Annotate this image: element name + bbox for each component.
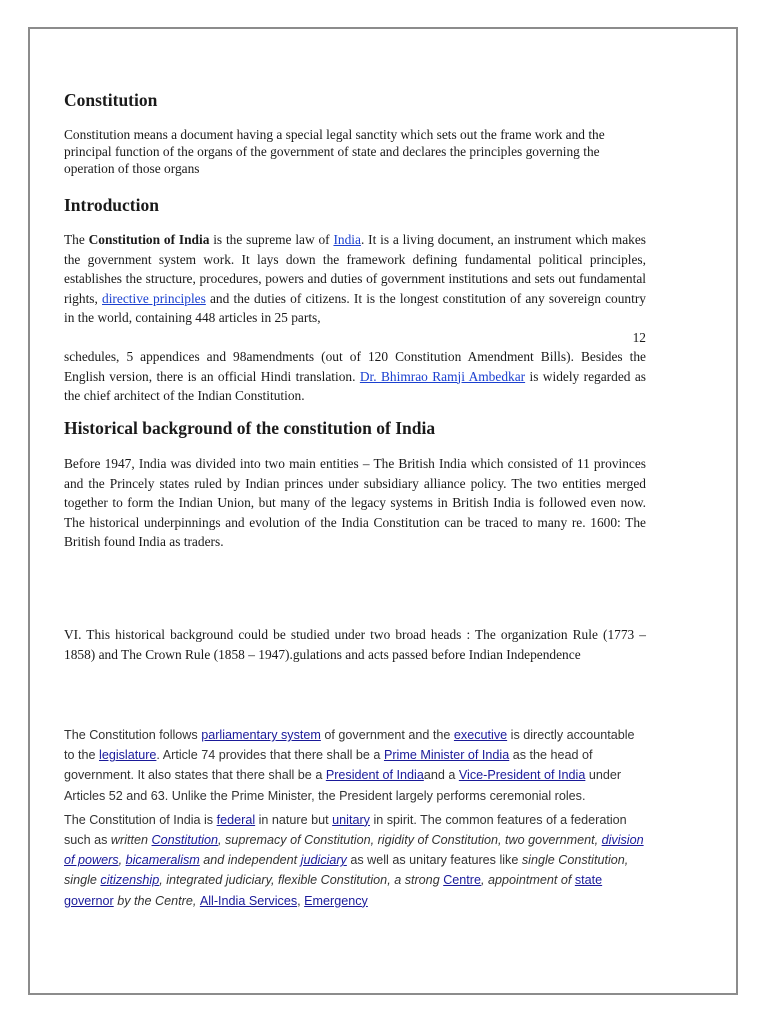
text-span: is the supreme law of [209, 232, 334, 247]
italic-span: , integrated judiciary, flexible Constitution, a strong [159, 873, 444, 888]
link-constitution[interactable]: Constitution [151, 833, 219, 848]
link-division-of-powers[interactable]: division of powers [64, 833, 644, 868]
text-span: , [297, 893, 305, 908]
text-span: The Constitution follows [64, 728, 202, 742]
historical-text: Before 1947, India was divided into two main entities – The British India which consisted of 11 provinces and the Princely states ruled by Indian princes under subsidiary alliance policy. The two entities merged together to form the Indian Union, but many of the legacy systems in British India is followed even now. The historical underpinnings and evolution of the India Constitution can be traced to many re. 1600: The British found India as traders. [64, 456, 646, 549]
text-span: as the head of government. It also states that there shall be a [64, 748, 593, 783]
link-directive-principles[interactable]: directive principles [102, 290, 206, 306]
link-ambedkar[interactable]: Dr. Bhimrao Ramji Ambedkar [359, 368, 526, 384]
text-span: of government and the [320, 728, 454, 742]
text-span: . It is a living document, an instrument which makes the government system work. It lays down the framework defining fundamental political principles, establishes the structure, procedures, powers and duties of government institutions and sets out fundamental rights, [64, 232, 646, 306]
historical-paragraph [64, 454, 646, 552]
text-span: under Articles 52 and 63. Unlike the Prime Minister, the President largely performs ceremonial roles. [64, 768, 622, 803]
link-india[interactable]: India [333, 232, 361, 247]
bold-constitution-of-india: Constitution of India [88, 232, 210, 247]
introduction-paragraph [64, 230, 646, 406]
link-executive[interactable]: executive [453, 728, 508, 742]
link-parliamentary-system[interactable]: parliamentary system [201, 728, 321, 742]
italic-span: by the Centre, [113, 893, 200, 908]
text-span: and a [423, 768, 459, 783]
text-span: schedules, 5 appendices and 98amendments (out of 120 Constitution Amendment Bills). Besides the English version, there is an official Hindi translation. [64, 349, 646, 384]
italic-span: single Constitution, single [64, 853, 629, 888]
link-judiciary[interactable]: judiciary [300, 853, 347, 868]
introduction-text [64, 230, 646, 406]
link-federal[interactable]: federal [216, 812, 256, 827]
historical-text-2: VI. This historical background could be studied under two broad heads : The organization Rule (1773 – 1858) and The Crown Rule (1858 – 1947).gulations and acts passed before Indian Independence [64, 627, 646, 662]
text-span: as well as unitary features like [346, 853, 522, 868]
text-span: in spirit. The common features of a federation such as [64, 812, 627, 848]
link-emergency[interactable]: Emergency [304, 893, 368, 908]
text-span: 12 [632, 329, 646, 345]
federal-paragraph [64, 810, 646, 911]
link-president[interactable]: President of India [325, 768, 424, 783]
text-span: is directly accountable to the [64, 728, 635, 763]
constitution-text: Constitution means a document having a special legal sanctity which sets out the frame work and the principal function of the organs of the government of state and declares the principles governing the operation of those organs [64, 127, 605, 176]
link-centre[interactable]: Centre [443, 873, 482, 888]
constitution-paragraph [64, 126, 646, 177]
link-bicameralism[interactable]: bicameralism [125, 853, 200, 868]
link-vice-president[interactable]: Vice-President of India [458, 768, 586, 783]
link-unitary[interactable]: unitary [332, 812, 370, 827]
link-all-india-services[interactable]: All-India Services [199, 893, 298, 908]
text-span: in nature but [255, 812, 333, 827]
link-state-governor[interactable]: state governor [64, 873, 603, 908]
link-prime-minister[interactable]: Prime Minister of India [383, 748, 510, 763]
heading-introduction: Introduction [64, 195, 159, 215]
italic-span: , [118, 853, 126, 868]
text-span: The Constitution of India is [64, 812, 217, 827]
italic-span: , supremacy of Constitution, rigidity of Constitution, two government, [218, 833, 602, 848]
parliamentary-section [64, 725, 646, 911]
parliamentary-paragraph [64, 725, 646, 806]
heading-constitution: Constitution [64, 90, 158, 110]
historical-paragraph-2 [64, 625, 646, 664]
text-span: . Article 74 provides that there shall be a [156, 748, 384, 763]
text-span: is widely regarded as the chief architect of the Indian Constitution. [64, 368, 646, 403]
link-citizenship[interactable]: citizenship [100, 873, 160, 888]
italic-span: , appointment of [481, 873, 575, 888]
text-span: and the duties of citizens. It is the longest constitution of any sovereign country in the world, containing 448 articles in 25 parts, [64, 290, 646, 325]
italic-span: and independent [199, 853, 301, 868]
heading-historical-background: Historical background of the constitution of India [64, 418, 436, 438]
link-legislature[interactable]: legislature [99, 748, 157, 763]
text-span: The [64, 232, 89, 247]
italic-span: written [110, 833, 152, 848]
